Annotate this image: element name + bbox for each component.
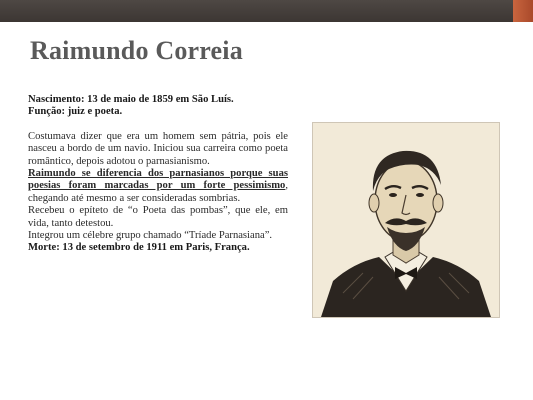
portrait-left-ear [369, 194, 379, 212]
portrait-right-ear [433, 194, 443, 212]
pessimism-highlight: Raimundo se diferencia dos parnasianos porque suas poesias foram marcadas por um forte pessimismo [28, 168, 288, 192]
paragraph-epithet: Recebeu o epíteto de “o Poeta das pombas”, que ele, em vida, tanto detestou. [28, 205, 288, 229]
function-line: Função: juiz e poeta. [28, 106, 123, 118]
portrait-right-eye [416, 193, 424, 197]
portrait-image [312, 122, 500, 318]
birth-line: Nascimento: 13 de maio de 1859 em São Luís. [28, 94, 234, 105]
portrait-drawing [313, 123, 499, 317]
death-line: Morte: 13 de setembro de 1911 em Paris, França. [28, 242, 250, 254]
slide-body [28, 94, 288, 255]
spacer [28, 119, 288, 131]
paragraph-group: Integrou um célebre grupo chamado “Tríade Parnasiana”. [28, 230, 273, 242]
portrait-face [375, 161, 437, 241]
top-bar-accent [513, 0, 533, 22]
paragraph-pessimism [28, 168, 288, 205]
pessimism-rest: , chegando até mesmo a ser consideradas sombrias. [28, 180, 288, 204]
slide-title: Raimundo Correia [30, 36, 243, 65]
portrait-left-eye [389, 193, 397, 197]
paragraph-homeland: Costumava dizer que era um homem sem pátria, pois ele nasceu a bordo de um navio. Iniciou sua carreira como poeta romântico, depois adotou o parnasianismo. [28, 130, 288, 167]
top-decorative-bar [0, 0, 533, 22]
